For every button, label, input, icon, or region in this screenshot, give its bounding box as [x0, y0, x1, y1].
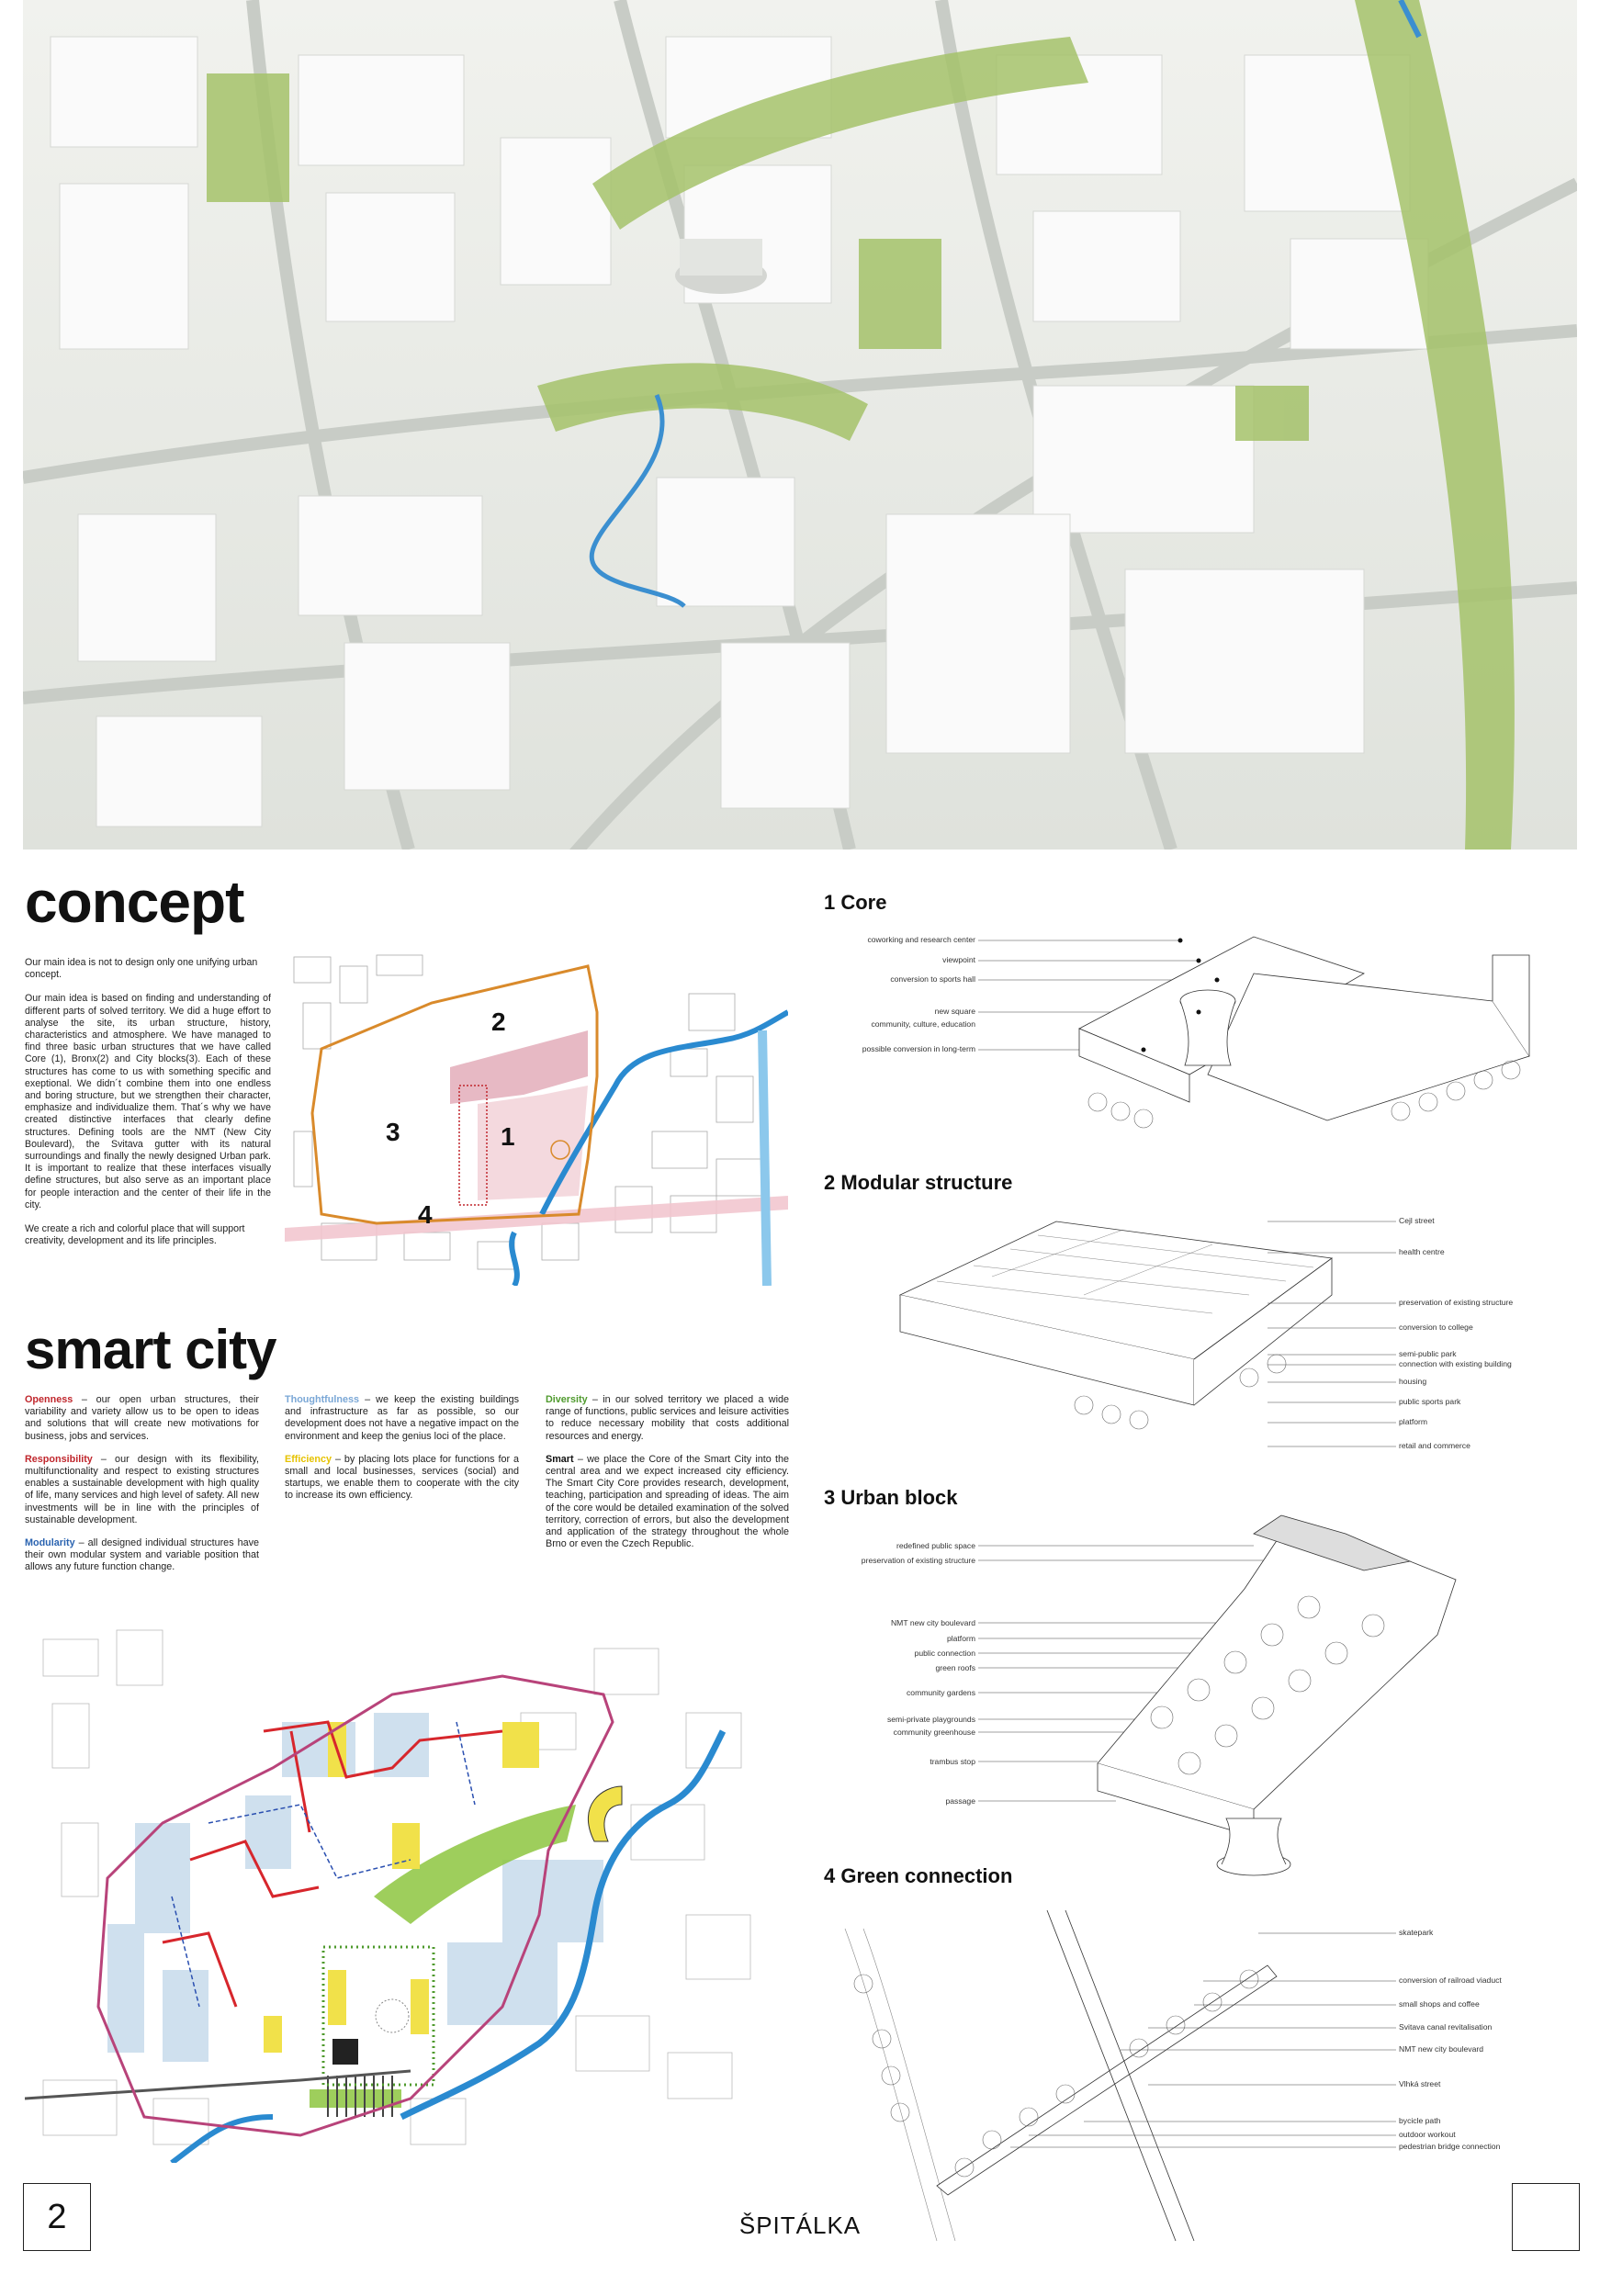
urban-label-greenhouse: community greenhouse — [893, 1728, 975, 1737]
green-title: 4 Green connection — [824, 1864, 1013, 1887]
urban-label-trambus: trambus stop — [930, 1757, 975, 1766]
green-label-viaduct: conversion of railroad viaduct — [1399, 1975, 1502, 1985]
smart-keyword-diversity: Diversity — [546, 1394, 588, 1405]
concept-map-label-2: 2 — [491, 1007, 506, 1036]
concept-map-label-4: 4 — [418, 1200, 433, 1229]
green-label-bicycle: bycicle path — [1399, 2116, 1441, 2125]
smart-city-column-3 — [546, 1394, 789, 1561]
smart-text-modularity: – all designed individual structures have their own modular system and variable position that allows any future function change. — [25, 1537, 259, 1573]
modular-label-semi-public-park: semi-public park — [1399, 1349, 1457, 1358]
concept-map-drawing — [285, 948, 788, 1286]
smart-keyword-modularity: Modularity — [25, 1537, 75, 1549]
smart-keyword-efficiency: Efficiency — [285, 1453, 332, 1465]
modular-leader-lines — [1268, 1194, 1451, 1469]
smart-keyword-thoughtfulness: Thoughtfulness — [285, 1394, 359, 1405]
concept-map-label-1: 1 — [501, 1122, 515, 1151]
urban-label-community-gardens: community gardens — [907, 1688, 975, 1697]
smart-city-map-drawing — [25, 1621, 789, 2163]
green-label-nmt: NMT new city boulevard — [1399, 2044, 1484, 2054]
core-label-viewpoint: viewpoint — [942, 955, 975, 964]
green-label-vlhka: Vlhká street — [1399, 2079, 1441, 2088]
smart-item-efficiency — [285, 1454, 519, 1503]
smart-item-smart — [546, 1454, 789, 1551]
modular-label-platform: platform — [1399, 1417, 1428, 1426]
green-label-bridge: pedestrian bridge connection — [1399, 2142, 1501, 2151]
smart-text-responsibility: – our design with its flexibility, multifunctionality and respect to existing structures enables a sustainable development with high quality of life, many services and high level of safety. All new investments will be in line with the principles of sustainable development. — [25, 1453, 259, 1525]
green-label-shops: small shops and coffee — [1399, 1999, 1480, 2009]
urban-label-platform: platform — [946, 1634, 975, 1643]
empty-footer-box — [1512, 2183, 1580, 2251]
core-title: 1 Core — [824, 891, 887, 914]
green-label-skatepark: skatepark — [1399, 1928, 1434, 1937]
modular-label-cejl: Cejl street — [1399, 1216, 1435, 1225]
poster-title: ŠPITÁLKA — [738, 2212, 862, 2239]
urban-label-nmt: NMT new city boulevard — [890, 1618, 975, 1627]
smart-city-column-1 — [25, 1394, 259, 1585]
urban-label-redefined: redefined public space — [896, 1541, 975, 1550]
smart-item-modularity — [25, 1537, 259, 1574]
core-label-new-square: new square — [934, 1007, 975, 1016]
smart-text-diversity: – in our solved territory we placed a wide range of functions, public services and leisure activities to reduce necessary mobility that costs additional resources and energy. — [546, 1394, 789, 1442]
aerial-render — [23, 0, 1577, 850]
concept-map-label-3: 3 — [386, 1118, 400, 1146]
urban-label-public-connection: public connection — [914, 1649, 975, 1658]
green-axonometric — [845, 1892, 1414, 2241]
modular-label-retail: retail and commerce — [1399, 1441, 1470, 1450]
core-axonometric — [978, 918, 1575, 1139]
urban-axonometric — [978, 1506, 1575, 1874]
concept-paragraph-2: Our main idea is based on finding and understanding of different parts of solved territory. We did a huge effort to analyse the site, its urban structure, history, characteristics and atmosphere. We have managed to find three basic urban structures that we have called Core (1), Bronx(2) and City blocks(3). Each of these structures has come to us with something specific and exeptional. We didn´t combine them into one endless and boring structure, but we strengthen their character, emphasize and individualize them. That´s why we have created distinctive interfaces that clearly define structures. Defining tools are the NMT (New City Boulevard), the Svitava gutter with its natural surroundings and finally the newly designed Urban park. It is important to realize that these interfaces visually define structures, but also serve as an important place for people interaction and the center of their life in the city. — [25, 993, 271, 1210]
core-label-conversion: possible conversion in long-term — [862, 1044, 975, 1053]
urban-label-passage: passage — [945, 1796, 975, 1806]
smart-item-openness — [25, 1394, 259, 1443]
page-number: 2 — [23, 2183, 91, 2251]
smart-text-thoughtfulness: – we keep the existing buildings and infrastructure as far as possible, so our development does not have a negative impact on the environment and keep the genius loci of the place. — [285, 1394, 519, 1442]
smart-text-efficiency: – by placing lots place for functions for a small and local businesses, services (social) and startups, we enable them to cooperate with the city to increase its own efficiency. — [285, 1453, 519, 1502]
concept-text — [25, 957, 271, 1259]
urban-title: 3 Urban block — [824, 1486, 958, 1509]
smart-item-diversity — [546, 1394, 789, 1443]
modular-label-preservation: preservation of existing structure — [1399, 1298, 1514, 1307]
urban-label-green-roofs: green roofs — [935, 1663, 975, 1672]
concept-paragraph-1: Our main idea is not to design only one unifying urban concept. — [25, 957, 258, 981]
concept-paragraph-3: We create a rich and colorful place that will support creativity, development and its life principles. — [25, 1223, 245, 1247]
aerial-render-image — [23, 0, 1577, 850]
modular-label-connection: connection with existing building — [1399, 1359, 1512, 1368]
smart-keyword-openness: Openness — [25, 1394, 73, 1405]
smart-item-thoughtfulness — [285, 1394, 519, 1443]
modular-label-sports-park: public sports park — [1399, 1397, 1461, 1406]
smart-text-smart: – we place the Core of the Smart City into the central area and we expect increased city efficiency. The Smart City Core provides research, development, teaching, participation and spreading of ideas. The aim of the core would be detailed examination of the solved territory, correction of errors, but also the development and application of the strategy throughout the whole Brno or even the Czech Republic. — [546, 1453, 789, 1550]
smart-keyword-responsibility: Responsibility — [25, 1453, 93, 1465]
smart-item-responsibility — [25, 1454, 259, 1526]
core-label-coworking: coworking and research center — [867, 935, 975, 944]
core-label-sports-hall: conversion to sports hall — [890, 974, 975, 984]
concept-heading: concept — [25, 869, 244, 935]
smart-city-column-2 — [285, 1394, 519, 1514]
smart-city-map — [25, 1621, 789, 2163]
modular-title: 2 Modular structure — [824, 1171, 1013, 1194]
modular-label-health: health centre — [1399, 1247, 1445, 1256]
modular-label-college: conversion to college — [1399, 1322, 1473, 1332]
smart-city-heading: smart city — [25, 1319, 276, 1380]
urban-label-preservation: preservation of existing structure — [861, 1556, 975, 1565]
concept-map — [285, 948, 788, 1286]
smart-text-openness: – our open urban structures, their variability and variety allow us to be open to ideas and solutions that will create new motivations for business, jobs and services. — [25, 1394, 259, 1442]
green-label-svitava: Svitava canal revitalisation — [1399, 2022, 1493, 2032]
core-label-community: community, culture, education — [871, 1019, 975, 1029]
modular-label-housing: housing — [1399, 1377, 1427, 1386]
green-label-workout: outdoor workout — [1399, 2130, 1456, 2139]
smart-keyword-smart: Smart — [546, 1453, 574, 1465]
urban-label-playgrounds: semi-private playgrounds — [886, 1715, 975, 1724]
